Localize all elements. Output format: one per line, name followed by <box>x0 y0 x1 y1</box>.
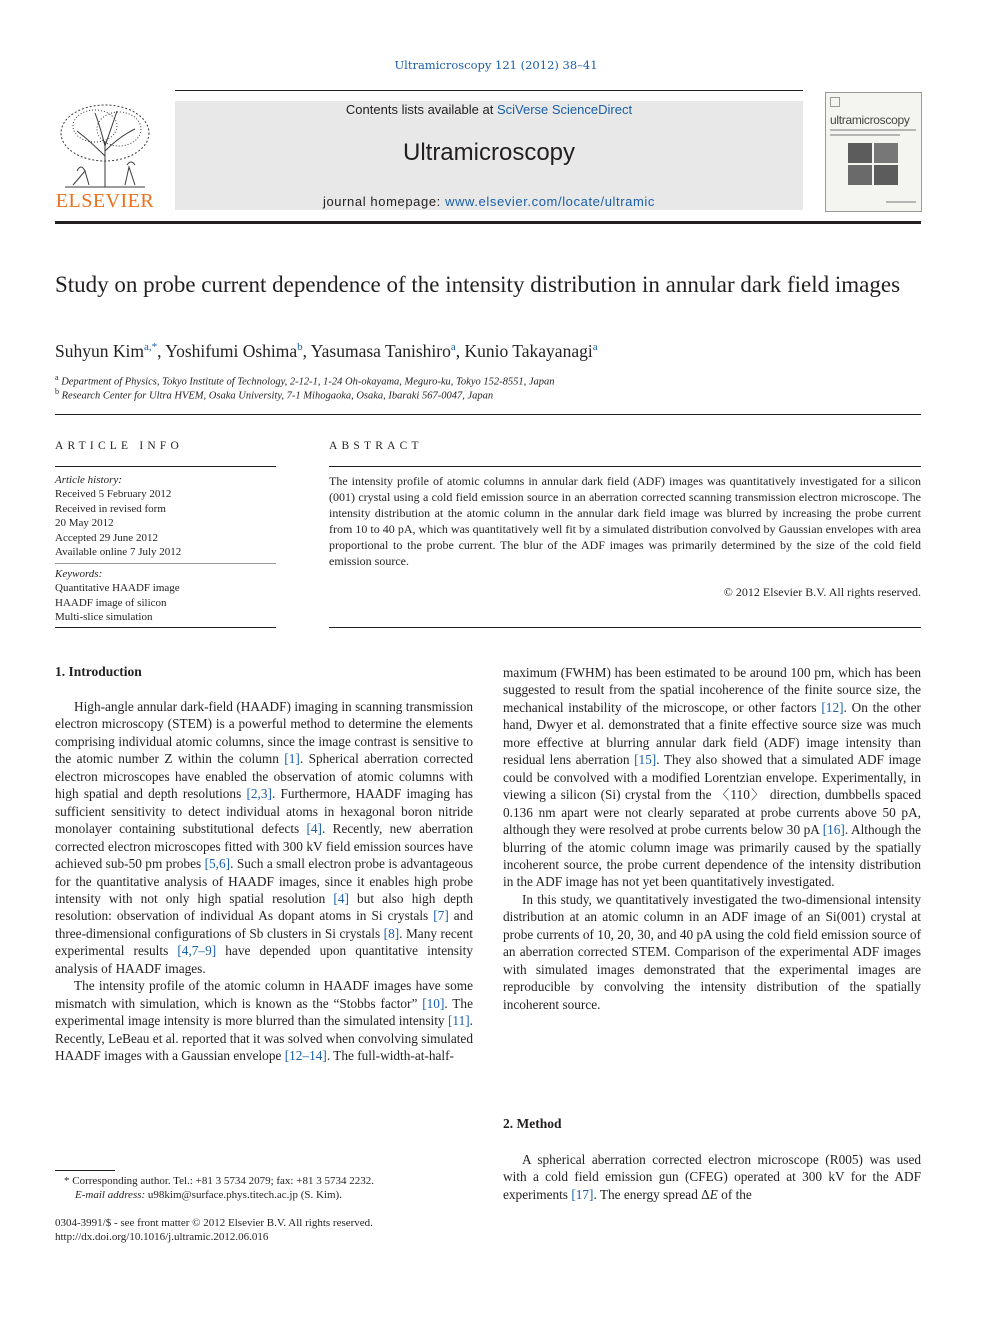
reference-link[interactable]: [1] <box>284 751 300 767</box>
affiliation-text: Research Center for Ultra HVEM, Osaka University, 7-1 Mihogaoka, Osaka, Ibaraki 567-0047, Japan <box>61 390 494 402</box>
journal-citation[interactable]: Ultramicroscopy 121 (2012) 38–41 <box>394 58 598 72</box>
keyword: Multi-slice simulation <box>55 611 153 624</box>
issn-line: 0304-3991/$ - see front matter © 2012 Elsevier B.V. All rights reserved. <box>55 1217 373 1229</box>
history-label: Article history: <box>55 474 122 486</box>
journal-cover-thumbnail <box>825 92 922 212</box>
abstract-heading: ABSTRACT <box>329 440 423 452</box>
title-block-rule <box>55 414 921 415</box>
reference-link[interactable]: [7] <box>433 908 449 924</box>
history-line: Received in revised form <box>55 502 166 515</box>
reference-link[interactable]: [12] <box>821 699 844 715</box>
homepage-link[interactable]: www.elsevier.com/locate/ultramic <box>445 194 656 209</box>
paragraph-text: E <box>709 1186 718 1202</box>
elsevier-wordmark: ELSEVIER <box>55 190 155 212</box>
abstract-bottom-rule <box>329 627 921 628</box>
article-history <box>55 473 181 559</box>
sciencedirect-link[interactable]: SciVerse ScienceDirect <box>496 102 633 117</box>
paragraph-text: . Many recent experimental results <box>55 925 473 959</box>
method-column-text <box>503 1151 921 1203</box>
reference-link[interactable]: [2,3] <box>246 786 272 802</box>
reference-link[interactable]: [16] <box>822 822 845 838</box>
reference-link[interactable]: [10] <box>422 995 445 1011</box>
reference-link[interactable]: [12–14] <box>284 1048 327 1064</box>
abstract-copyright: © 2012 Elsevier B.V. All rights reserved. <box>723 585 921 599</box>
reference-link[interactable]: [17] <box>571 1186 594 1202</box>
paragraph-text: . Such a small electron probe is advantageous for the quantitative analysis of HAADF images, since it enables high probe intensity with not only high spatial resolution <box>55 856 474 906</box>
paragraph-text: A spherical aberration corrected electron microscope (R005) was used with a cold field emission gun (CFEG) operated at 300 kV for the ADF experiments <box>503 1152 921 1202</box>
author-name: Yasumasa Tanishiro <box>310 341 451 361</box>
paragraph-text: but also high depth resolution: observation of individual As dopant atoms in Si crystals <box>55 890 473 924</box>
history-line: Received 5 February 2012 <box>55 488 172 501</box>
paragraph-text: The intensity profile of the atomic column in HAADF images have some mismatch with simulation, which is known as the “Stobbs factor” <box>55 978 473 1011</box>
paragraph-text: . Although the blurring of the atomic column image was primarily caused by the spatially incoherent source, the probe current dependence of the intensity distribution in the ADF image has not yet been quantitatively investigated. <box>503 822 922 890</box>
article-info-rule <box>55 466 276 467</box>
history-line: Accepted 29 June 2012 <box>55 531 158 544</box>
cover-logo-icon <box>830 97 840 107</box>
affiliation-mark: a <box>55 373 59 382</box>
paragraph-text: . Recently, new aberration corrected electron microscopes fitted with 300 kV field emission sources have achieved sub-50 pm probes <box>55 821 473 872</box>
author-affiliation-mark[interactable]: b <box>297 341 303 354</box>
doi-link[interactable]: http://dx.doi.org/10.1016/j.ultramic.2012.06.016 <box>55 1231 269 1243</box>
affiliation <box>55 373 555 388</box>
cover-subtitle-line <box>830 134 900 136</box>
cover-title: ultramicroscopy <box>830 113 910 127</box>
reference-link[interactable]: [4,7–9] <box>177 943 217 959</box>
email-address[interactable]: u98kim@surface.phys.titech.ac.jp (S. Kim). <box>147 1189 342 1201</box>
keywords-divider <box>55 563 276 564</box>
email-note <box>75 1188 342 1203</box>
homepage-line <box>175 194 803 209</box>
reference-link[interactable]: [15] <box>634 752 657 768</box>
cover-footer-line <box>886 201 916 203</box>
paragraph-text: . The experimental image intensity is more blurred than the simulated intensity <box>55 995 473 1029</box>
reference-link[interactable]: [4] <box>333 890 349 906</box>
history-line: Available online 7 July 2012 <box>55 546 182 559</box>
cover-subtitle-line <box>830 129 916 131</box>
intro-paragraph-3 <box>503 664 921 891</box>
right-column-text <box>503 664 921 1013</box>
corresponding-author-note: * Corresponding author. Tel.: +81 3 5734 2079; fax: +81 3 5734 2232. <box>64 1175 374 1187</box>
reference-link[interactable]: [8] <box>383 925 400 941</box>
keywords <box>55 567 180 625</box>
paragraph-text: have depended upon quantitative intensity analysis of HAADF images. <box>55 943 473 976</box>
paragraph-text: and three-dimensional configurations of Sb clusters in Si crystals <box>55 908 473 941</box>
contents-prefix: Contents lists available at <box>345 102 497 117</box>
article-title: Study on probe current dependence of the intensity distribution in annular dark field images <box>55 272 901 297</box>
affiliation-mark: b <box>55 387 59 396</box>
header-bottom-rule <box>55 221 921 224</box>
intro-paragraph-1 <box>55 698 473 977</box>
keywords-label: Keywords: <box>55 568 103 580</box>
paragraph-text: . The full-width-at-half- <box>326 1048 454 1064</box>
paragraph-text: . On the other hand, Dwyer et al. demonstrated that a finite effective source size was much more effective at blurring annular dark field (ADF) image intensity than residual lens aberration <box>503 699 921 768</box>
author-name: Kunio Takayanagi <box>464 341 593 361</box>
reference-link[interactable]: [11] <box>448 1013 470 1029</box>
intro-paragraph-2 <box>55 977 473 1064</box>
keyword: Quantitative HAADF image <box>55 582 180 595</box>
reference-link[interactable]: [4] <box>306 821 322 837</box>
paragraph-text: . They also showed that a simulated ADF image could be convolved with a modified Lorentzian envelope. Experimentally, in viewing a silicon (Si) crystal from the 〈110〉 direction, dumbbells spaced 0.136 nm apart were not clearly separated at probe currents above 50 pA, although they were resolved at probe currents below 30 pA <box>503 752 921 838</box>
method-paragraph-1 <box>503 1151 921 1203</box>
affiliation <box>55 387 493 402</box>
header-top-rule <box>175 90 803 91</box>
section-heading-introduction: 1. Introduction <box>55 664 142 679</box>
paragraph-text: . Furthermore, HAADF imaging has sufficient sensitivity to detect individual atoms in hexagonal boron nitride monolayer containing substitutional defects <box>55 786 473 837</box>
author-affiliation-mark[interactable]: a <box>592 341 598 354</box>
article-info-heading: ARTICLE INFO <box>55 440 183 452</box>
paragraph-text: . The energy spread Δ <box>593 1186 710 1202</box>
author-name: Yoshifumi Oshima <box>165 341 298 361</box>
article-info-bottom-rule <box>55 627 276 628</box>
affiliation-text: Department of Physics, Tokyo Institute of Technology, 2-12-1, 1-24 Oh-okayama, Meguro-ku, Tokyo 152-8551, Japan <box>61 376 555 388</box>
paragraph-text: of the <box>717 1186 752 1202</box>
homepage-prefix: journal homepage: <box>322 194 446 209</box>
abstract-rule <box>329 466 921 467</box>
paragraph-text: High-angle annular dark-field (HAADF) imaging in scanning transmission electron microscopy (STEM) is a powerful method to determine the elements comprising individual atomic columns, since the image contrast is sensitive to the atomic number Z within the column <box>55 699 473 767</box>
history-line: 20 May 2012 <box>55 517 114 530</box>
paragraph-text: . Recently, LeBeau et al. reported that it was solved when convolving simulated HAADF images with a Gaussian envelope <box>55 1013 473 1064</box>
section-heading-method: 2. Method <box>503 1116 562 1131</box>
footnote-rule <box>55 1170 115 1171</box>
elsevier-tree-logo <box>55 101 155 189</box>
left-column-text <box>55 698 473 1065</box>
paragraph-text: . Spherical aberration corrected electron microscopes have enabled the observation of atomic columns with high spatial and depth resolutions <box>55 751 473 802</box>
abstract-text: The intensity profile of atomic columns in annular dark field (ADF) images was quantitatively investigated for a silicon (001) crystal using a cold field emission source in an aberration corrected scanning transmission electron microscope. The intensity distribution at the atomic column in the annular dark field image was blurred by increasing the probe current from 10 to 40 pA, which was quantitatively well fit by a simulated distribution convolved by Gaussian envelopes with area proportional to the probe current. The blur of the ADF images was primarily determined by the size of the cold field emission source. <box>329 474 921 568</box>
cover-image-grid <box>848 143 898 185</box>
keyword: HAADF image of silicon <box>55 596 167 609</box>
author-affiliation-mark[interactable]: a <box>450 341 456 354</box>
author-name: Suhyun Kim <box>55 341 144 361</box>
contents-line <box>175 102 803 117</box>
author-affiliation-mark[interactable]: a,* <box>143 341 158 354</box>
paragraph-text: maximum (FWHM) has been estimated to be around 100 pm, which has been suggested to result from the spatial incoherence of the finite source size, the mechanical instability of the microscope, or other factors <box>503 665 921 715</box>
journal-name: Ultramicroscopy <box>402 139 576 166</box>
intro-paragraph-4: In this study, we quantitatively investigated the two-dimensional intensity distribution at an atomic column in an ADF image of an Si(001) crystal at probe currents of 10, 20, 30, and 40 pA using the cold field emission source of an aberration corrected STEM. Comparison of the experimental ADF images with simulated images demonstrated that the experimental images are reproducible by convolving the intensity distribution of the spatially incoherent source. <box>503 891 921 1012</box>
author-list: Suhyun Kim$^{a,*}$, Yoshifumi Oshima$^b$, Yasumasa Tanishiro$^a$, Kunio Takayanagi$^a$ <box>55 341 598 361</box>
email-label: E-mail address: <box>75 1189 146 1201</box>
reference-link[interactable]: [5,6] <box>204 856 231 872</box>
